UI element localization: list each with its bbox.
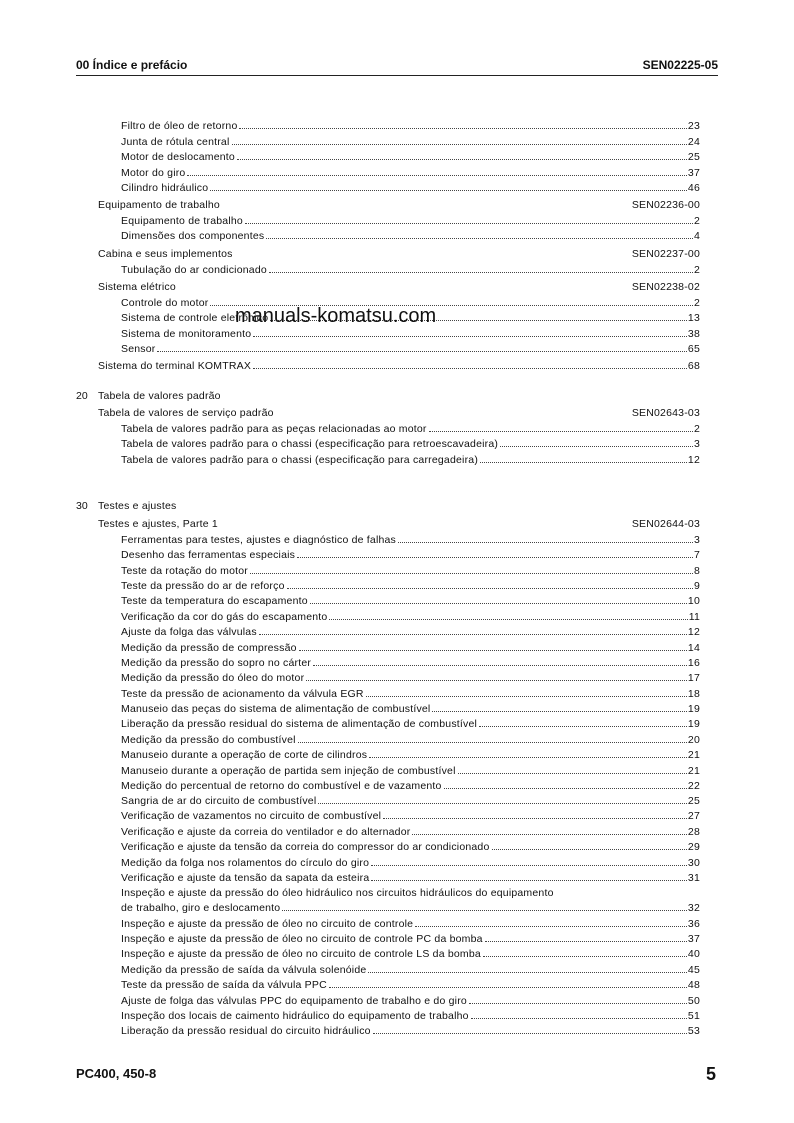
toc-section[interactable] <box>98 406 700 420</box>
toc-page-ref: 46 <box>687 182 700 194</box>
toc-item[interactable] <box>121 119 700 133</box>
toc-item[interactable] <box>121 840 700 854</box>
dot-leader <box>366 696 687 697</box>
dot-leader <box>485 941 687 942</box>
toc-item[interactable] <box>121 548 700 562</box>
toc-item[interactable] <box>121 717 700 731</box>
toc-section[interactable] <box>98 247 700 261</box>
page-number: 5 <box>705 1064 716 1084</box>
dot-leader <box>253 336 687 337</box>
dot-leader <box>318 803 687 804</box>
toc-page-ref: 14 <box>687 642 700 654</box>
toc-page-ref: 10 <box>687 595 700 607</box>
toc-page-ref: 25 <box>687 151 700 163</box>
dot-leader <box>329 987 687 988</box>
toc-title: Teste da pressão de acionamento da válvula EGR <box>121 688 364 700</box>
toc-page-ref: 11 <box>688 611 700 623</box>
toc-title: Filtro de óleo de retorno <box>121 120 238 132</box>
header-section-title: 00 Índice e prefácio <box>76 58 188 72</box>
toc-title: Cabina e seus implementos <box>98 248 233 260</box>
toc-page-ref: 21 <box>687 749 700 761</box>
footer-model: PC400, 450-8 <box>76 1066 157 1081</box>
toc-title: Ajuste da folga das válvulas <box>121 626 257 638</box>
toc-page-ref: 20 <box>687 734 700 746</box>
toc-page-ref: 12 <box>687 626 700 638</box>
dot-leader <box>239 128 686 129</box>
toc-item[interactable] <box>121 671 700 685</box>
dot-leader <box>259 634 687 635</box>
toc-title: Sistema de controle eletrônico <box>121 312 269 324</box>
toc-page-ref: 68 <box>687 360 700 372</box>
dot-leader <box>232 144 687 145</box>
toc-page-ref: 45 <box>687 964 700 976</box>
dot-leader <box>383 818 687 819</box>
toc-chapter[interactable] <box>98 499 700 513</box>
toc-item[interactable] <box>121 641 700 655</box>
toc-title: Inspeção e ajuste da pressão de óleo no circuito de controle PC da bomba <box>121 933 483 945</box>
toc-title: Testes e ajustes <box>98 500 177 512</box>
toc-item[interactable] <box>121 422 700 436</box>
toc-section[interactable] <box>98 280 700 294</box>
toc-item[interactable] <box>121 1024 700 1038</box>
toc-page-ref: 2 <box>693 423 700 435</box>
toc-title: Manuseio durante a operação de partida sem injeção de combustível <box>121 765 456 777</box>
toc-title: Inspeção dos locais de caimento hidráulico do equipamento de trabalho <box>121 1010 469 1022</box>
toc-page-ref: 3 <box>693 438 700 450</box>
dot-leader <box>500 446 693 447</box>
toc-title: Sistema de monitoramento <box>121 328 252 340</box>
toc-page-ref: 28 <box>687 826 700 838</box>
toc-page-ref: 38 <box>687 328 700 340</box>
toc-title: Teste da pressão do ar de reforço <box>121 580 285 592</box>
dot-leader <box>458 773 687 774</box>
toc-title: Inspeção e ajuste da pressão de óleo no circuito de controle <box>121 918 414 930</box>
toc-title: Inspeção e ajuste da pressão do óleo hidráulico nos circuitos hidráulicos do equipamento <box>121 887 554 899</box>
toc-title: Desenho das ferramentas especiais <box>121 549 296 561</box>
toc-page-ref: 50 <box>687 995 700 1007</box>
header-doc-code: SEN02225-05 <box>642 58 718 72</box>
toc-title: Verificação e ajuste da tensão da correia do compressor do ar condicionado <box>121 841 490 853</box>
toc-page-ref: 30 <box>687 857 700 869</box>
dot-leader <box>444 788 687 789</box>
toc-title: Medição da pressão do sopro no cárter <box>121 657 312 669</box>
dot-leader <box>299 650 687 651</box>
dot-leader <box>210 190 687 191</box>
dot-leader <box>373 1033 687 1034</box>
dot-leader <box>310 603 687 604</box>
toc-item[interactable] <box>121 625 700 639</box>
toc-title: Tabela de valores padrão <box>98 390 221 402</box>
toc-page-ref: 13 <box>687 312 700 324</box>
toc-page-ref: 37 <box>687 167 700 179</box>
toc-page-ref: 65 <box>687 343 700 355</box>
dot-leader <box>269 272 693 273</box>
toc-title: Cilindro hidráulico <box>121 182 209 194</box>
toc-page-ref: SEN02238-02 <box>631 281 700 293</box>
toc-item[interactable] <box>121 978 700 992</box>
dot-leader <box>369 757 687 758</box>
toc-title: Ferramentas para testes, ajustes e diagnóstico de falhas <box>121 534 397 546</box>
toc-chapter[interactable] <box>98 389 700 403</box>
toc-page-ref: 2 <box>693 215 700 227</box>
toc-title: Manuseio durante a operação de corte de cilindros <box>121 749 368 761</box>
toc-item[interactable] <box>121 764 700 778</box>
toc-page-ref: 9 <box>693 580 700 592</box>
watermark-text: manuals-komatsu.com <box>235 305 437 327</box>
toc-page-ref: 18 <box>687 688 700 700</box>
toc-title: Tabela de valores padrão para as peças relacionadas ao motor <box>121 423 427 435</box>
toc-item[interactable] <box>121 610 700 624</box>
toc-page-ref: 29 <box>687 841 700 853</box>
toc-title: Medição da folga nos rolamentos do círculo do giro <box>121 857 370 869</box>
toc-item[interactable] <box>121 453 700 467</box>
dot-leader <box>187 175 686 176</box>
toc-title: Tabela de valores padrão para o chassi (especificação para carregadeira) <box>121 454 479 466</box>
dot-leader <box>253 368 687 369</box>
dot-leader <box>480 462 687 463</box>
dot-leader <box>371 880 687 881</box>
toc-title: Dimensões dos componentes <box>121 230 265 242</box>
toc-page-ref: 22 <box>687 780 700 792</box>
toc-item[interactable] <box>121 871 700 885</box>
toc-title: Medição da pressão do combustível <box>121 734 296 746</box>
toc-title: Tubulação do ar condicionado <box>121 264 267 276</box>
toc-item[interactable] <box>121 263 700 277</box>
toc-page-ref: 37 <box>687 933 700 945</box>
dot-leader <box>398 542 693 543</box>
toc-item[interactable] <box>121 564 700 578</box>
dot-leader <box>287 588 693 589</box>
toc-page-ref: 16 <box>687 657 700 669</box>
toc-title: Medição da pressão de compressão <box>121 642 297 654</box>
toc-title: Sistema elétrico <box>98 281 176 293</box>
toc-item[interactable] <box>121 886 700 900</box>
toc-page-ref: 40 <box>687 948 700 960</box>
section-number: 30 <box>76 500 88 512</box>
toc-page-ref: 36 <box>687 918 700 930</box>
toc-title: Sangria de ar do circuito de combustível <box>121 795 317 807</box>
toc-page-ref: 24 <box>687 136 700 148</box>
toc-item[interactable] <box>121 342 700 356</box>
toc-item[interactable] <box>121 856 700 870</box>
dot-leader <box>368 972 686 973</box>
dot-leader <box>250 573 693 574</box>
toc-item[interactable] <box>121 327 700 341</box>
dot-leader <box>415 926 687 927</box>
toc-item[interactable] <box>121 579 700 593</box>
toc-title: Verificação da cor do gás do escapamento <box>121 611 328 623</box>
dot-leader <box>492 849 687 850</box>
dot-leader <box>245 223 693 224</box>
toc-item[interactable] <box>121 932 700 946</box>
toc-title: Inspeção e ajuste da pressão de óleo no circuito de controle LS da bomba <box>121 948 481 960</box>
toc-page-ref: 27 <box>687 810 700 822</box>
toc-title: Medição da pressão de saída da válvula solenóide <box>121 964 367 976</box>
dot-leader <box>479 726 687 727</box>
dot-leader <box>298 742 687 743</box>
toc-page-ref: 3 <box>693 534 700 546</box>
toc-section[interactable] <box>98 359 700 373</box>
toc-page-ref: SEN02643-03 <box>631 407 700 419</box>
toc-title: Tabela de valores de serviço padrão <box>98 407 274 419</box>
toc-title: Verificação de vazamentos no circuito de combustível <box>121 810 382 822</box>
toc-page-ref: SEN02644-03 <box>631 518 700 530</box>
toc-item[interactable] <box>121 229 700 243</box>
toc-title: Teste da temperatura do escapamento <box>121 595 308 607</box>
toc-item[interactable] <box>121 437 700 451</box>
toc-item[interactable] <box>121 150 700 164</box>
toc-title: Motor de deslocamento <box>121 151 235 163</box>
dot-leader <box>429 431 693 432</box>
toc-title: Junta de rótula central <box>121 136 230 148</box>
toc-page-ref: 2 <box>693 297 700 309</box>
dot-leader <box>237 159 687 160</box>
toc-item[interactable] <box>121 181 700 195</box>
toc-title: Verificação e ajuste da tensão da sapata da esteira <box>121 872 370 884</box>
toc-page-ref: 25 <box>687 795 700 807</box>
dot-leader <box>469 1003 687 1004</box>
toc-title: Tabela de valores padrão para o chassi (especificação para retroescavadeira) <box>121 438 499 450</box>
dot-leader <box>483 956 687 957</box>
toc-item[interactable] <box>121 825 700 839</box>
toc-page-ref: 2 <box>693 264 700 276</box>
toc-title: Medição da pressão do óleo do motor <box>121 672 305 684</box>
toc-item[interactable] <box>121 963 700 977</box>
toc-item[interactable] <box>121 901 700 915</box>
toc-item[interactable] <box>121 809 700 823</box>
toc-page-ref: 17 <box>687 672 700 684</box>
toc-item[interactable] <box>121 917 700 931</box>
toc-item[interactable] <box>121 994 700 1008</box>
toc-page-ref: 12 <box>687 454 700 466</box>
toc-page-ref: SEN02236-00 <box>631 199 700 211</box>
toc-item[interactable] <box>121 702 700 716</box>
toc-title: Teste da rotação do motor <box>121 565 248 577</box>
dot-leader <box>282 910 687 911</box>
toc-page-ref: SEN02237-00 <box>631 248 700 260</box>
toc-title: Verificação e ajuste da correia do ventilador e do alternador <box>121 826 411 838</box>
toc-item[interactable] <box>121 748 700 762</box>
toc-title: Medição do percentual de retorno do combustível e de vazamento <box>121 780 442 792</box>
toc-item[interactable] <box>121 594 700 608</box>
toc-title: Teste da pressão de saída da válvula PPC <box>121 979 327 991</box>
dot-leader <box>432 711 686 712</box>
toc-page-ref: 31 <box>687 872 700 884</box>
toc-item[interactable] <box>121 135 700 149</box>
toc-page-ref: 7 <box>693 549 700 561</box>
dot-leader <box>371 865 687 866</box>
toc-item[interactable] <box>121 1009 700 1023</box>
dot-leader <box>329 619 687 620</box>
toc-item[interactable] <box>121 779 700 793</box>
toc-page-ref: 21 <box>687 765 700 777</box>
toc-title: Ajuste de folga das válvulas PPC do equipamento de trabalho e do giro <box>121 995 467 1007</box>
dot-leader <box>297 557 693 558</box>
toc-title: Sistema do terminal KOMTRAX <box>98 360 252 372</box>
toc-page-ref: 48 <box>687 979 700 991</box>
toc-title: Liberação da pressão residual do circuito hidráulico <box>121 1025 371 1037</box>
toc-item[interactable] <box>121 656 700 670</box>
dot-leader <box>306 680 687 681</box>
toc-item[interactable] <box>121 533 700 547</box>
toc-section[interactable] <box>98 198 700 212</box>
dot-leader <box>266 238 693 239</box>
toc-section[interactable] <box>98 517 700 531</box>
toc-item[interactable] <box>121 687 700 701</box>
toc-page-ref: 51 <box>687 1010 700 1022</box>
section-number: 20 <box>76 390 88 402</box>
toc-page-ref: 23 <box>687 120 700 132</box>
toc-title: Sensor <box>121 343 156 355</box>
dot-leader <box>157 351 686 352</box>
toc-title: Equipamento de trabalho <box>98 199 220 211</box>
toc-item[interactable] <box>121 794 700 808</box>
toc-item[interactable] <box>121 947 700 961</box>
toc-page-ref: 8 <box>693 565 700 577</box>
dot-leader <box>313 665 687 666</box>
toc-item[interactable] <box>121 166 700 180</box>
toc-title: Motor do giro <box>121 167 186 179</box>
toc-title: Equipamento de trabalho <box>121 215 243 227</box>
toc-page-ref: 19 <box>687 718 700 730</box>
toc-title: Liberação da pressão residual do sistema de alimentação de combustível <box>121 718 478 730</box>
toc-page-ref: 19 <box>687 703 700 715</box>
toc-title: Testes e ajustes, Parte 1 <box>98 518 218 530</box>
toc-page-ref: 32 <box>687 902 700 914</box>
toc-title: Manuseio das peças do sistema de alimentação de combustível <box>121 703 431 715</box>
dot-leader <box>412 834 686 835</box>
toc-page-ref: 53 <box>687 1025 700 1037</box>
toc-item[interactable] <box>121 214 700 228</box>
toc-title: Controle do motor <box>121 297 209 309</box>
toc-page-ref: 4 <box>693 230 700 242</box>
toc-title: de trabalho, giro e deslocamento <box>121 902 281 914</box>
toc-item[interactable] <box>121 733 700 747</box>
dot-leader <box>471 1018 687 1019</box>
